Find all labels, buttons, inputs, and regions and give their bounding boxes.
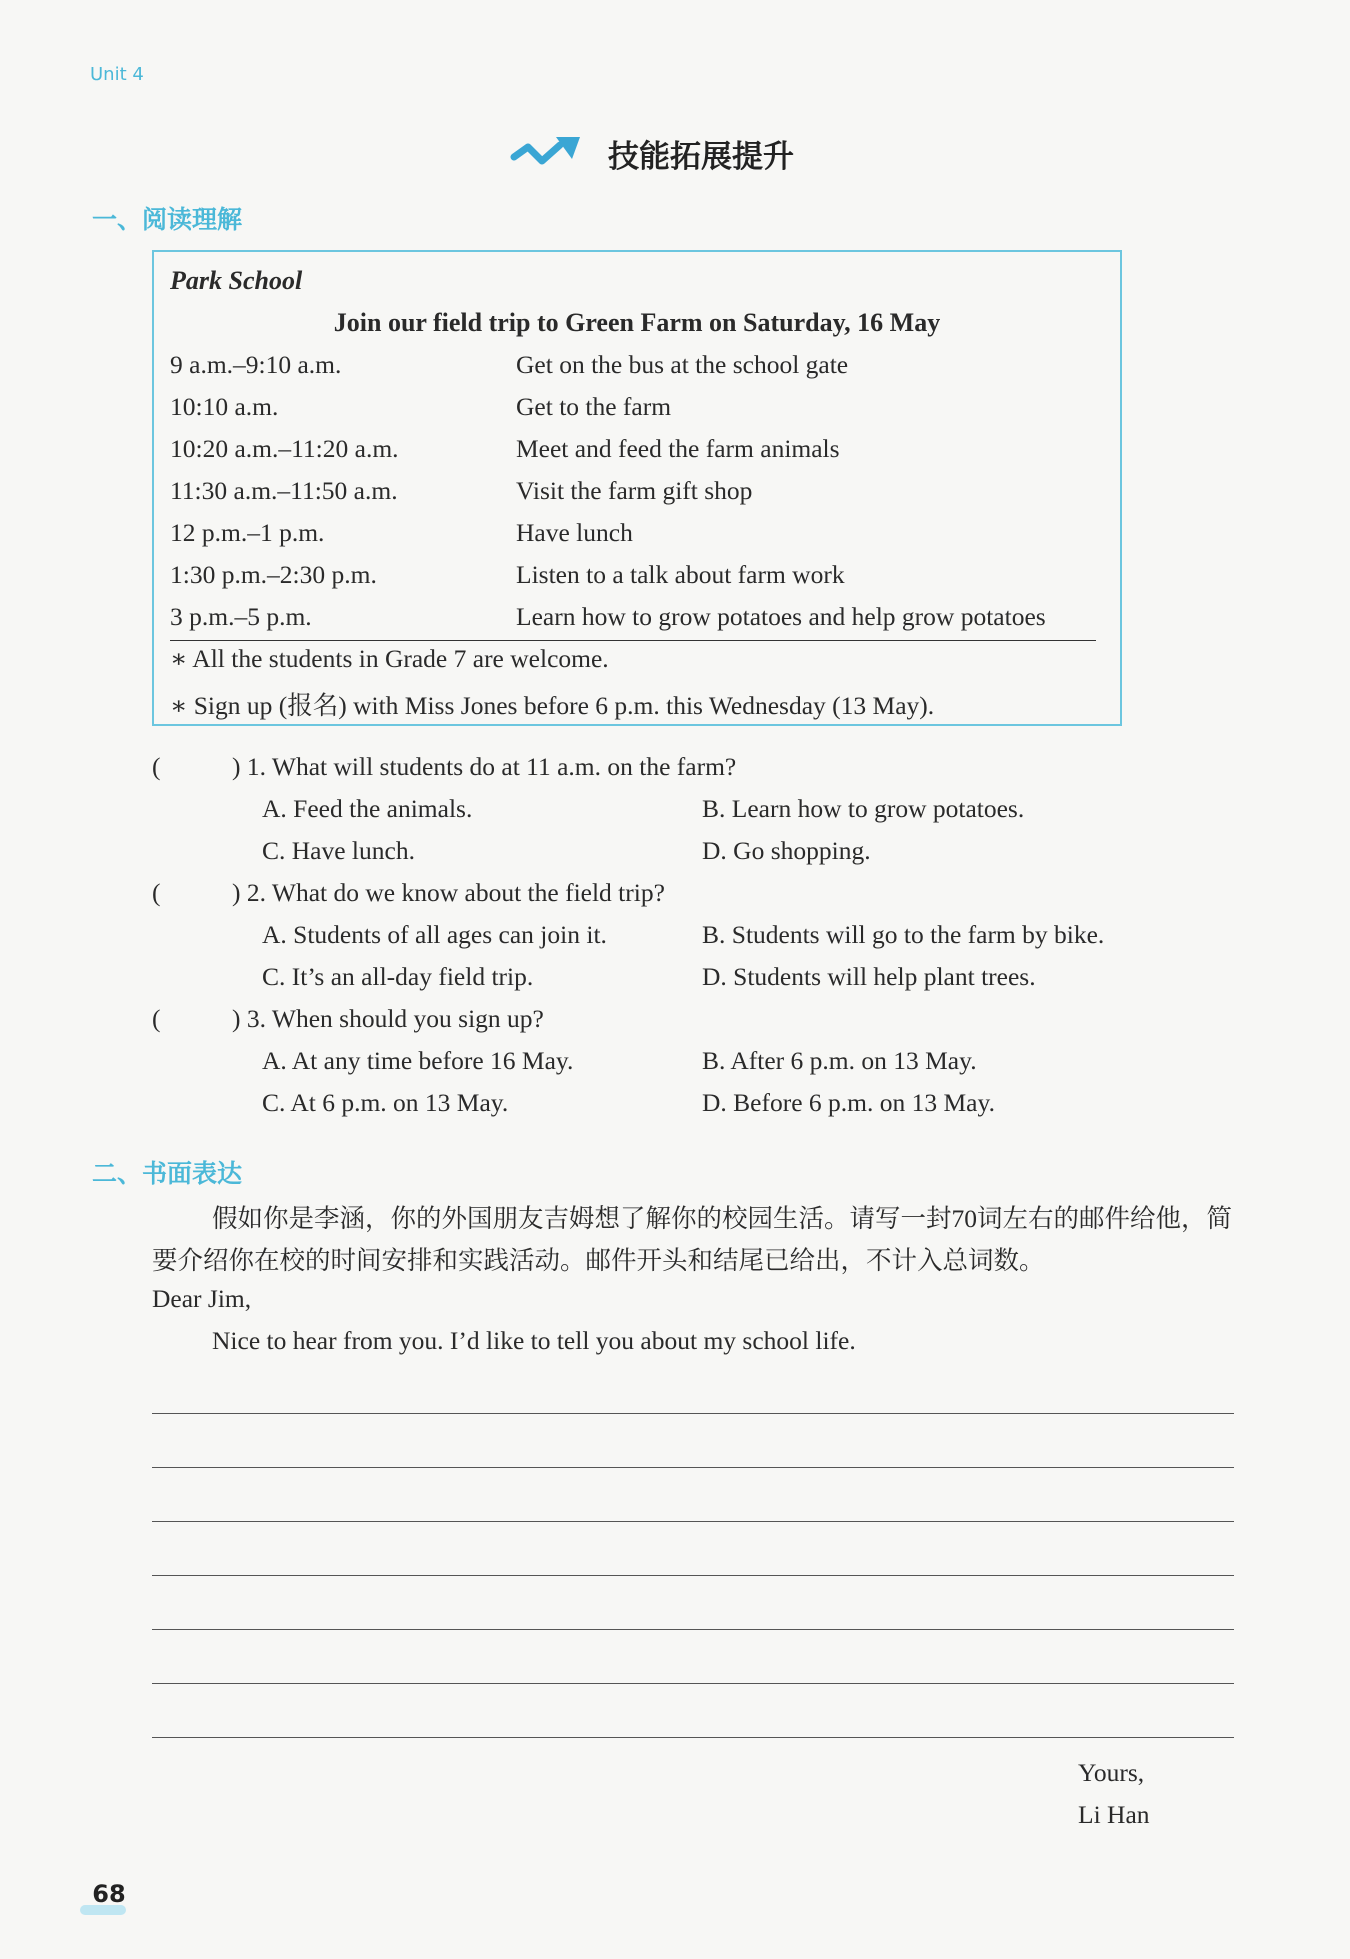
option-d: D. Before 6 p.m. on 13 May. [702,1088,995,1117]
option-b: B. Learn how to grow potatoes. [702,794,1025,823]
option-c: C. At 6 p.m. on 13 May. [262,1088,509,1117]
writing-line[interactable] [152,1683,1234,1684]
schedule-time: 12 p.m.–1 p.m. [170,518,325,547]
section-title: 技能拓展提升 [608,138,794,175]
schedule-divider [170,640,1096,641]
option-a: A. Feed the animals. [262,794,473,823]
unit-label: Unit 4 [90,64,144,85]
letter-opening: Nice to hear from you. I’d like to tell you about my school life. [212,1326,856,1355]
schedule-activity: Meet and feed the farm animals [516,434,840,463]
option-d: D. Go shopping. [702,836,871,865]
letter-greeting: Dear Jim, [152,1284,252,1313]
schedule-activity: Get to the farm [516,392,672,421]
writing-prompt-text: 假如你是李涵，你的外国朋友吉姆想了解你的校园生活。请写一封70词左右的邮件给他，简要介绍你在校的时间安排和实践活动。邮件开头和结尾已给出，不计入总词数。 [152,1204,1233,1275]
notice-note: ∗ Sign up (报名) with Miss Jones before 6 p.m. this Wednesday (13 May). [170,691,935,720]
option-d: D. Students will help plant trees. [702,962,1036,991]
schedule-activity: Listen to a talk about farm work [516,560,845,589]
schedule-activity: Visit the farm gift shop [516,476,753,505]
section-header [510,128,794,178]
letter-signature: Li Han [1078,1800,1150,1829]
part2-heading: 二、书面表达 [92,1159,243,1188]
writing-line[interactable] [152,1737,1234,1738]
writing-prompt [152,1198,1242,1282]
schedule-time: 1:30 p.m.–2:30 p.m. [170,560,377,589]
option-b: B. Students will go to the farm by bike. [702,920,1105,949]
option-a: A. At any time before 16 May. [262,1046,574,1075]
option-b: B. After 6 p.m. on 13 May. [702,1046,977,1075]
notice-note: ∗ All the students in Grade 7 are welcome. [170,644,609,673]
notice-box [152,250,1122,726]
question-text: ) 3. When should you sign up? [232,1004,544,1033]
writing-line[interactable] [152,1521,1234,1522]
writing-line[interactable] [152,1467,1234,1468]
page-number: 68 [92,1880,126,1908]
part1-heading: 一、阅读理解 [92,205,243,234]
answer-blank[interactable]: ( [152,752,161,781]
trend-arrow-icon [510,135,584,171]
schedule-activity: Have lunch [516,518,633,547]
writing-line[interactable] [152,1629,1234,1630]
schedule-activity: Learn how to grow potatoes and help grow potatoes [516,602,1046,631]
schedule-time: 10:20 a.m.–11:20 a.m. [170,434,399,463]
option-a: A. Students of all ages can join it. [262,920,607,949]
writing-line[interactable] [152,1413,1234,1414]
question-text: ) 1. What will students do at 11 a.m. on the farm? [232,752,737,781]
answer-blank[interactable]: ( [152,1004,161,1033]
option-c: C. It’s an all-day field trip. [262,962,534,991]
schedule-time: 9 a.m.–9:10 a.m. [170,350,342,379]
schedule-time: 11:30 a.m.–11:50 a.m. [170,476,398,505]
option-c: C. Have lunch. [262,836,415,865]
notice-school: Park School [170,266,303,295]
notice-headline: Join our field trip to Green Farm on Saturday, 16 May [333,308,941,337]
question-text: ) 2. What do we know about the field trip? [232,878,665,907]
writing-line[interactable] [152,1575,1234,1576]
schedule-activity: Get on the bus at the school gate [516,350,849,379]
schedule-time: 3 p.m.–5 p.m. [170,602,312,631]
schedule-time: 10:10 a.m. [170,392,279,421]
letter-closing: Yours, [1078,1758,1145,1787]
answer-blank[interactable]: ( [152,878,161,907]
